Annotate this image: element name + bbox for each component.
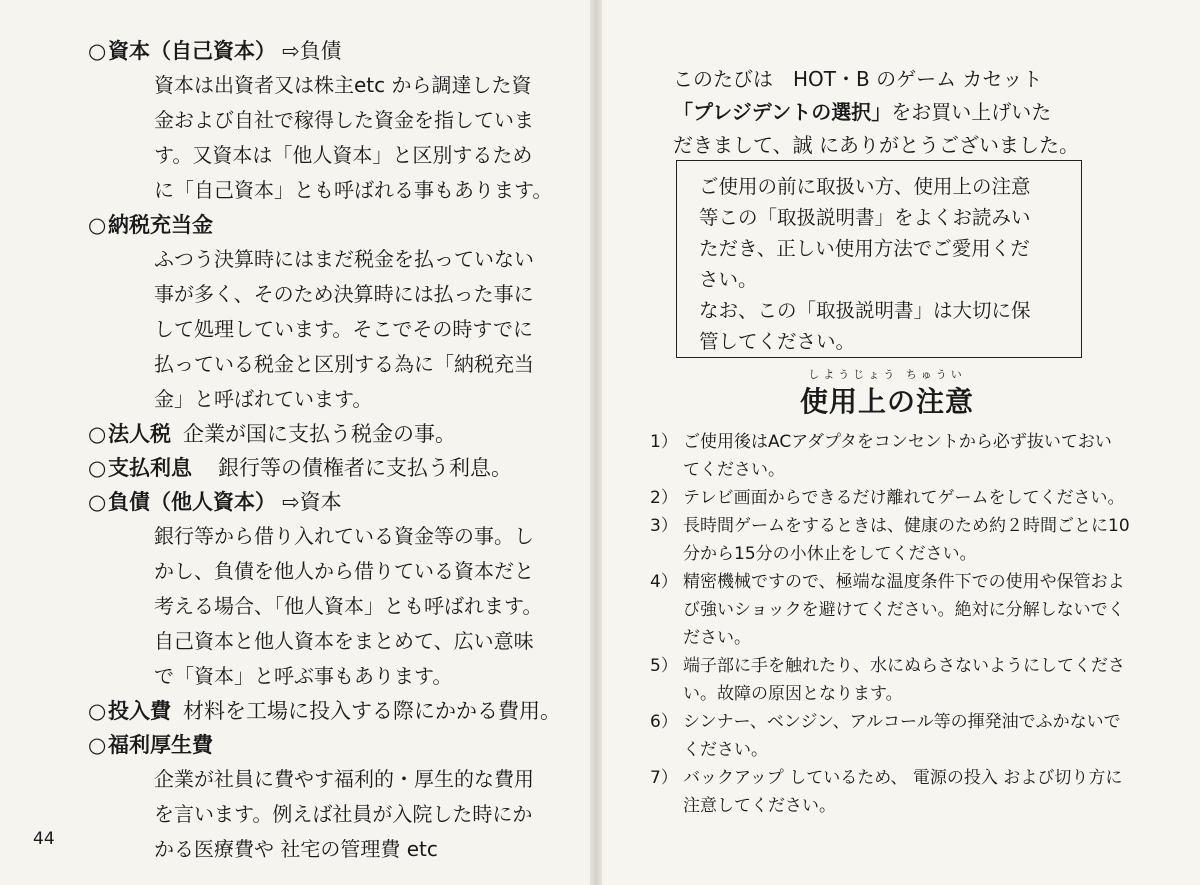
term-definition: ふつう決算時にはまだ税金を払っていない 事が多く、そのため決算時には払った事に して処理しています。そこでその時すでに 払っている税金と区別する為に「納税充当 金」と呼ばれています。 bbox=[154, 247, 534, 411]
term-name: 資本 bbox=[108, 39, 150, 63]
glossary-term: ○支払利息 銀行等の債権者に支払う利息。 bbox=[88, 456, 512, 480]
caution-item: 6） シンナー、ベンジン、アルコール等の揮発油でふかないで ください。 bbox=[650, 712, 1121, 760]
page-number: 44 bbox=[33, 829, 55, 849]
term-name: 負債 bbox=[108, 490, 150, 514]
term-definition: 企業が社員に費やす福利的・厚生的な費用 を言います。例えば社員が入院した時にか かる医療費や 社宅の管理費 etc bbox=[154, 767, 534, 861]
notice-box: ご使用の前に取扱い方、使用上の注意 等この「取扱説明書」をよくお読みい ただき、正しい使用方法でご愛用くだ さい。 なお、この「取扱説明書」は大切に保 管してください。 bbox=[676, 160, 1082, 358]
glossary-term: ○資本（自己資本） ⇨負債 bbox=[88, 39, 342, 63]
term-name: 納税充当金 bbox=[108, 213, 213, 237]
glossary-term: ○負債（他人資本） ⇨資本 bbox=[88, 490, 342, 514]
caution-item: 7） バックアップ しているため、 電源の投入 および切り方に 注意してください。 bbox=[650, 768, 1123, 816]
term-name: 福利厚生費 bbox=[108, 733, 213, 757]
caution-item: 4） 精密機械ですので、極端な温度条件下での使用や保管およ び強いショックを避けてください。絶対に分解しないでく ださい。 bbox=[650, 572, 1125, 648]
term-name: 支払利息 bbox=[108, 456, 192, 480]
game-title: 「プレジデントの選択」 bbox=[673, 100, 892, 124]
caution-item: 2） テレビ画面からできるだけ離れてゲームをしてください。 bbox=[650, 488, 1125, 508]
left-page bbox=[0, 0, 594, 885]
term-definition: 銀行等から借り入れている資金等の事。し かし、負債を他人から借りている資本だと 考える場合、「他人資本」とも呼ばれます。 自己資本と他人資本をまとめて、広い意味 で「資本」と呼ぶ事もあります。 bbox=[154, 524, 543, 688]
term-name: 法人税 bbox=[108, 422, 171, 446]
glossary-term: ○納税充当金 bbox=[88, 213, 213, 237]
intro-text: このたびは HOT・B のゲーム カセット 「プレジデントの選択」をお買い上げいた だきまして、誠 にありがとうございました。 bbox=[673, 67, 1079, 157]
caution-item: 3） 長時間ゲームをするときは、健康のため約２時間ごとに10 分から15分の小休止をしてください。 bbox=[650, 516, 1130, 564]
term-name: 投入費 bbox=[108, 699, 171, 723]
term-definition: 材料を工場に投入する際にかかる費用。 bbox=[183, 699, 561, 723]
glossary-term: ○法人税 企業が国に支払う税金の事。 bbox=[88, 422, 456, 446]
section-title: しようじょう ちゅうい 使用上の注意 bbox=[772, 380, 1002, 420]
term-definition: 銀行等の債権者に支払う利息。 bbox=[218, 456, 512, 480]
glossary-list bbox=[88, 34, 583, 867]
caution-item: 1） ご使用後はACアダプタをコンセントから必ず抜いておい てください。 bbox=[650, 432, 1112, 480]
term-definition: 資本は出資者又は株主etc から調達した資 金および自社で稼得した資金を指していま す。又資本は「他人資本」と区別するため に「自己資本」とも呼ばれる事もあります。 bbox=[154, 73, 553, 202]
arrow-icon: ⇨ bbox=[282, 490, 300, 514]
glossary-term: ○投入費 材料を工場に投入する際にかかる費用。 bbox=[88, 699, 561, 723]
caution-list bbox=[650, 428, 1140, 820]
glossary-term: ○福利厚生費 bbox=[88, 733, 213, 757]
section-title-ruby: しようじょう ちゅうい bbox=[808, 368, 966, 381]
arrow-icon: ⇨ bbox=[282, 39, 300, 63]
caution-item: 5） 端子部に手を触れたり、水にぬらさないようにしてくださ い。故障の原因となります。 bbox=[650, 656, 1125, 704]
term-definition: 企業が国に支払う税金の事。 bbox=[183, 422, 456, 446]
